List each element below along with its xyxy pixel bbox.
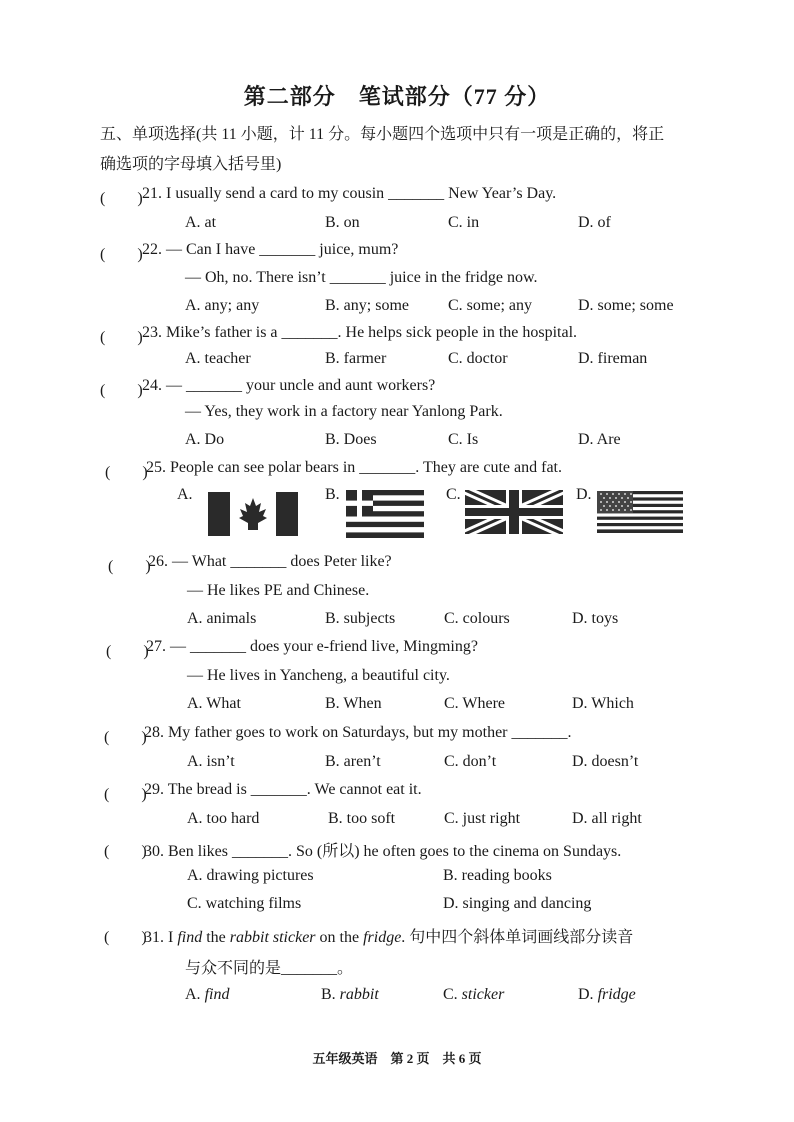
question-25-stem: 25. People can see polar bears in _______. They are cute and fat. <box>146 459 562 476</box>
q22-option-b: B. any; some <box>325 297 409 314</box>
q25-option-d: D. <box>576 486 592 503</box>
q21-option-d: D. of <box>578 214 611 231</box>
question-31-stem <box>144 924 633 947</box>
answer-paren-31[interactable]: ( ) <box>104 929 147 946</box>
q31-stem-part: 31. I <box>144 929 178 946</box>
q23-option-d: D. fireman <box>578 350 648 367</box>
q31-italic-word-rabbit-sticker: rabbit sticker <box>229 929 316 946</box>
q22-option-d: D. some; some <box>578 297 674 314</box>
question-29-stem: 29. The bread is _______. We cannot eat it. <box>144 781 422 798</box>
q24-option-a: A. Do <box>185 431 225 448</box>
q24-option-d: D. Are <box>578 431 621 448</box>
question-22-line2: — Oh, no. There isn’t _______ juice in the fridge now. <box>185 269 538 286</box>
question-24-stem: 24. — _______ your uncle and aunt workers? <box>142 377 436 394</box>
q28-option-c: C. don’t <box>444 753 497 770</box>
q28-option-d: D. doesn’t <box>572 753 639 770</box>
q26-option-d: D. toys <box>572 610 619 627</box>
question-21-stem: 21. I usually send a card to my cousin _______ New Year’s Day. <box>142 185 557 202</box>
answer-paren-23[interactable]: ( ) <box>100 329 143 346</box>
q27-option-c: C. Where <box>444 695 506 712</box>
q31-italic-word-fridge: fridge <box>363 929 402 946</box>
answer-paren-25[interactable]: ( ) <box>105 464 148 481</box>
question-30-stem: 30. Ben likes _______. So (所以) he often goes to the cinema on Sundays. <box>144 843 622 860</box>
q31-option-a-word: find <box>204 986 230 1003</box>
q28-option-a: A. isn’t <box>187 753 235 770</box>
question-28-stem: 28. My father goes to work on Saturdays, but my mother _______. <box>144 724 572 741</box>
uk-flag-icon <box>465 490 563 534</box>
page-footer: 五年级英语 第 2 页 共 6 页 <box>312 1051 482 1066</box>
q24-option-b: B. Does <box>325 431 377 448</box>
answer-paren-30[interactable]: ( ) <box>104 843 147 860</box>
question-27-line2: — He lives in Yancheng, a beautiful city. <box>187 667 450 684</box>
q24-option-c: C. Is <box>448 431 479 448</box>
answer-paren-27[interactable]: ( ) <box>106 643 149 660</box>
q31-option-c-word: sticker <box>461 986 505 1003</box>
q27-option-b: B. When <box>325 695 382 712</box>
q23-option-b: B. farmer <box>325 350 387 367</box>
canada-flag-icon <box>208 492 298 536</box>
q25-option-a: A. <box>177 486 193 503</box>
answer-paren-29[interactable]: ( ) <box>104 786 147 803</box>
question-31-line2: 与众不同的是_______。 <box>185 960 354 977</box>
q31-stem-part: . 句中四个斜体单词画线部分读音 <box>401 929 634 946</box>
q22-option-a: A. any; any <box>185 297 260 314</box>
usa-flag-icon <box>597 491 683 533</box>
greece-flag-icon <box>346 490 424 538</box>
q26-option-c: C. colours <box>444 610 510 627</box>
answer-paren-28[interactable]: ( ) <box>104 729 147 746</box>
q30-option-d: D. singing and dancing <box>443 895 592 912</box>
q31-option-d-letter: D. <box>578 986 598 1003</box>
question-23-stem: 23. Mike’s father is a _______. He helps sick people in the hospital. <box>142 324 578 341</box>
q29-option-b: B. too soft <box>328 810 396 827</box>
q27-option-d: D. Which <box>572 695 634 712</box>
q23-option-a: A. teacher <box>185 350 251 367</box>
q31-stem-part: on the <box>315 929 364 946</box>
q25-option-c: C. <box>446 486 461 503</box>
page-title: 第二部分 笔试部分（77 分） <box>243 84 551 109</box>
q21-option-b: B. on <box>325 214 360 231</box>
q31-option-c <box>443 986 504 1004</box>
q27-option-a: A. What <box>187 695 241 712</box>
q29-option-c: C. just right <box>444 810 521 827</box>
question-27-stem: 27. — _______ does your e-friend live, Mingming? <box>146 638 478 655</box>
q30-option-a: A. drawing pictures <box>187 867 314 884</box>
q30-option-b: B. reading books <box>443 867 552 884</box>
question-24-line2: — Yes, they work in a factory near Yanlong Park. <box>185 403 503 420</box>
q22-option-c: C. some; any <box>448 297 532 314</box>
q28-option-b: B. aren’t <box>325 753 381 770</box>
q31-option-a <box>185 986 229 1004</box>
answer-paren-26[interactable]: ( ) <box>108 558 151 575</box>
q31-option-b-word: rabbit <box>339 986 379 1003</box>
q26-option-a: A. animals <box>187 610 257 627</box>
question-22-stem: 22. — Can I have _______ juice, mum? <box>142 241 399 258</box>
q25-option-b: B. <box>325 486 340 503</box>
q21-option-a: A. at <box>185 214 217 231</box>
q23-option-c: C. doctor <box>448 350 508 367</box>
question-26-stem: 26. — What _______ does Peter like? <box>148 553 392 570</box>
q31-option-a-letter: A. <box>185 986 205 1003</box>
q29-option-d: D. all right <box>572 810 642 827</box>
q31-option-b-letter: B. <box>321 986 340 1003</box>
answer-paren-21[interactable]: ( ) <box>100 190 143 207</box>
question-26-line2: — He likes PE and Chinese. <box>187 582 370 599</box>
q31-option-d <box>578 986 636 1004</box>
answer-paren-22[interactable]: ( ) <box>100 246 143 263</box>
section-instruction: 五、单项选择(共 11 小题，计 11 分。每小题四个选项中只有一项是正确的，将正 <box>100 126 665 143</box>
q31-stem-part: the <box>202 929 230 946</box>
q31-option-d-word: fridge <box>597 986 636 1003</box>
q30-option-c: C. watching films <box>187 895 302 912</box>
section-instruction-cont: 确选项的字母填入括号里) <box>100 156 282 173</box>
q31-italic-word-find: find <box>177 929 203 946</box>
answer-paren-24[interactable]: ( ) <box>100 382 143 399</box>
q29-option-a: A. too hard <box>187 810 260 827</box>
q31-option-b <box>321 986 379 1004</box>
q21-option-c: C. in <box>448 214 480 231</box>
q31-option-c-letter: C. <box>443 986 462 1003</box>
q26-option-b: B. subjects <box>325 610 396 627</box>
